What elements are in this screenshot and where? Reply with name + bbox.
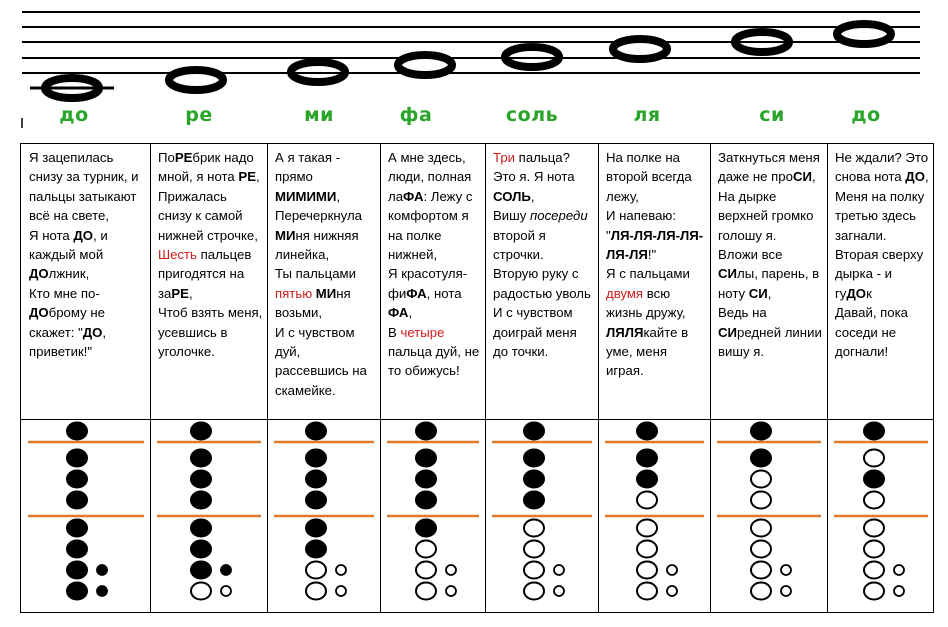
hole-open (864, 492, 884, 509)
poem-text: Меня на полку третью здесь загнали. (835, 188, 928, 243)
poem-text: Чтоб взять меня, усевшись в уголочке. (158, 305, 267, 360)
poem-text: , (530, 188, 535, 204)
small-hole-open (781, 565, 791, 575)
small-hole-open (667, 565, 677, 575)
hole-closed (67, 423, 87, 440)
poem-text: ДО (82, 324, 103, 340)
poem-text: Давай, пока соседи не догнали! (835, 305, 912, 360)
poem-text: Вторая сверху дырка - и гу (835, 247, 927, 301)
poem-text: , нота (426, 285, 466, 301)
poem-line (606, 264, 706, 322)
poem-line (388, 148, 481, 264)
poem-text: Шесть (158, 247, 197, 263)
poem-text: И напеваю: " (606, 208, 680, 243)
note-name-mi: ми (304, 104, 334, 126)
poem-text: По (158, 150, 175, 165)
note-name-re: ре (185, 104, 213, 126)
poem-text: Не ждали? Это снова нота (835, 150, 932, 185)
poem-line (388, 323, 481, 381)
poem-text: Вишу (493, 208, 530, 224)
hole-open (524, 541, 544, 558)
fingering-diagram-3 (381, 420, 485, 614)
poem-line (29, 284, 146, 362)
poem-text: , (811, 169, 816, 185)
poem-line (158, 245, 263, 303)
poem-text: РЕ (238, 169, 256, 185)
note-name-la: ля (633, 104, 661, 126)
fingering-table (20, 143, 934, 613)
poem-text: РЕ (171, 285, 189, 301)
hole-closed (524, 423, 544, 440)
poem-line (388, 264, 481, 322)
hole-open (637, 583, 657, 600)
poem-text: : Лежу с комфортом я на полке нижней, (388, 188, 477, 263)
poem-line (29, 148, 146, 226)
poem-line (835, 187, 930, 245)
small-hole-open (781, 586, 791, 596)
poem-text: пальца? Это я. Я нота (493, 150, 579, 185)
hole-open (751, 562, 771, 579)
poem-text: А я такая - прямо (275, 150, 344, 185)
poem-line (606, 206, 706, 264)
poem-line (275, 323, 376, 401)
poem-text: СИ (792, 169, 812, 185)
poem-text: СИ (748, 285, 768, 301)
poem-text: Перечеркнула (275, 208, 366, 224)
hole-open (416, 541, 436, 558)
staff-note-7 (837, 24, 891, 44)
poem-text: лжник, (48, 266, 90, 282)
small-hole-open (667, 586, 677, 596)
hole-open (864, 562, 884, 579)
hole-closed (416, 520, 436, 537)
poem-text: двумя (606, 285, 644, 301)
poem-text: Я зацепилась снизу за турник, и пальцы затыкают всё на свете, (29, 150, 143, 224)
small-hole-closed (97, 586, 107, 596)
poem-cell-0 (22, 144, 150, 419)
poem-text: ЛЯЛЯ (606, 324, 644, 340)
staff-note-1 (169, 70, 223, 90)
poem-text: посереди (530, 208, 588, 224)
poem-line (275, 206, 376, 264)
hole-closed (637, 450, 657, 467)
hole-open (524, 520, 544, 537)
poem-text: Прижалась снизу к самой нижней строчке, (158, 188, 258, 243)
poem-text: ФА (403, 188, 424, 204)
poem-line (158, 303, 267, 361)
poem-text: СИ (718, 324, 738, 340)
hole-closed (191, 423, 211, 440)
hole-open (864, 520, 884, 537)
poem-cell-2 (268, 144, 380, 419)
poem-text: ДО (29, 266, 49, 282)
staff-note-0 (30, 78, 114, 98)
hole-open (637, 520, 657, 537)
note-name-sol: соль (505, 104, 559, 126)
poem-text: брик надо мной, я нота (158, 150, 258, 185)
poem-text: МИ (275, 227, 296, 243)
small-hole-open (446, 565, 456, 575)
poem-text: ДО (905, 169, 925, 185)
poem-text: четыре (400, 324, 445, 340)
hole-closed (864, 471, 884, 488)
poem-line (718, 148, 823, 187)
fingering-diagram-2 (268, 420, 380, 614)
staff-note-3 (398, 55, 452, 75)
poem-text: ФА (406, 285, 427, 301)
poem-text: , (188, 285, 193, 301)
poem-text: к (866, 285, 872, 301)
poem-line (835, 303, 930, 361)
poem-cell-3 (381, 144, 485, 419)
hole-open (864, 450, 884, 467)
poem-text: В (388, 324, 401, 340)
staff-notes (30, 24, 891, 98)
fingering-diagram-5 (599, 420, 710, 614)
hole-closed (416, 423, 436, 440)
hole-closed (306, 471, 326, 488)
hole-closed (416, 450, 436, 467)
poem-text: , (256, 169, 260, 185)
poem-text: Заткнуться меня даже не про (718, 150, 824, 185)
hole-open (524, 583, 544, 600)
poem-text: Кто мне по- (29, 285, 100, 301)
poem-cell-5 (599, 144, 710, 419)
small-hole-closed (221, 565, 231, 575)
poem-line (275, 148, 376, 206)
poem-text: пятью (275, 285, 313, 301)
hole-open (751, 471, 771, 488)
poem-line (158, 187, 263, 245)
poem-text: ДО (73, 227, 94, 243)
hole-open (637, 492, 657, 509)
hole-open (416, 583, 436, 600)
poem-line (493, 264, 594, 303)
hole-closed (67, 492, 87, 509)
poem-text: Ты пальцами (275, 266, 360, 282)
small-hole-open (336, 565, 346, 575)
hole-closed (637, 471, 657, 488)
poem-text: кайте в уме, меня играя. (606, 324, 692, 379)
poem-text: !" (647, 247, 657, 263)
poem-cell-4 (486, 144, 598, 419)
hole-closed (416, 471, 436, 488)
poem-text: ЛЯ-ЛЯ-ЛЯ-ЛЯ-ЛЯ-ЛЯ (606, 227, 704, 263)
poem-line (606, 148, 706, 206)
poem-text: И с чувством доиграй меня до точки. (493, 305, 581, 360)
poem-text: РЕ (174, 150, 193, 165)
poem-cell-7 (828, 144, 934, 419)
poem-text: МИ (315, 285, 337, 301)
poem-text: ня возьми, (275, 285, 355, 321)
poem-text: Я нота (29, 227, 74, 243)
hole-closed (191, 520, 211, 537)
poem-line (29, 226, 146, 284)
hole-closed (67, 450, 87, 467)
note-name-do: до (59, 104, 89, 126)
hole-closed (67, 520, 87, 537)
poem-text: второй я строчки. (493, 208, 592, 263)
poem-text: , (767, 285, 772, 301)
small-hole-closed (97, 565, 107, 575)
poem-text: редней линии вишу я. (718, 324, 826, 360)
hole-open (306, 562, 326, 579)
poem-text: ДО (29, 305, 49, 321)
poem-line (606, 323, 706, 381)
poem-cell-6 (711, 144, 827, 419)
poem-text: Три (493, 150, 516, 165)
hole-closed (306, 450, 326, 467)
poem-text: И с чувством дуй, рассевшись на скамейке. (275, 324, 371, 398)
hole-closed (751, 423, 771, 440)
poem-text: , и каждый мой (29, 227, 112, 263)
poem-text: Я красотуля-фи (388, 266, 468, 301)
poem-text: лы, парень, в ноту (718, 266, 823, 301)
hole-closed (306, 541, 326, 558)
poem-line (493, 148, 594, 206)
fingering-diagram-6 (711, 420, 827, 614)
poem-line (718, 245, 823, 303)
poem-text: , (408, 305, 413, 321)
hole-closed (67, 541, 87, 558)
poem-text: брому не скажет: " (29, 305, 109, 340)
hole-open (864, 541, 884, 558)
hole-open (751, 520, 771, 537)
poem-line (718, 303, 826, 361)
poem-text: , приветик!" (29, 324, 110, 360)
hole-open (191, 583, 211, 600)
hole-closed (637, 423, 657, 440)
note-name-si: си (759, 104, 785, 126)
hole-closed (524, 450, 544, 467)
hole-open (524, 562, 544, 579)
hole-closed (67, 471, 87, 488)
poem-text: СИ (718, 266, 738, 282)
poem-text: , (336, 188, 341, 204)
poem-text: , (924, 169, 929, 185)
hole-closed (306, 423, 326, 440)
poem-text: ФА (388, 305, 409, 321)
hole-closed (67, 562, 87, 579)
poem-line (835, 245, 930, 303)
poem-line (718, 187, 823, 245)
poem-text: пальцев пригодятся на за (158, 247, 256, 301)
small-hole-open (894, 565, 904, 575)
note-name-fa: фа (399, 104, 433, 126)
poem-text: всю жизнь дружу, (606, 285, 686, 321)
small-hole-open (554, 586, 564, 596)
fingering-diagram-7 (828, 420, 934, 614)
poem-cell-1 (151, 144, 267, 419)
staff-note-5 (613, 39, 667, 59)
small-hole-open (336, 586, 346, 596)
small-hole-open (894, 586, 904, 596)
hole-closed (306, 492, 326, 509)
hole-open (751, 492, 771, 509)
poem-text: Я с пальцами (606, 266, 694, 282)
small-hole-open (554, 565, 564, 575)
hole-closed (751, 450, 771, 467)
hole-closed (191, 450, 211, 467)
hole-open (751, 583, 771, 600)
hole-open (637, 541, 657, 558)
note-name-do-high: до (851, 104, 881, 126)
hole-closed (524, 471, 544, 488)
small-hole-open (446, 586, 456, 596)
poem-text: СОЛЬ (493, 188, 531, 204)
small-hole-open (221, 586, 231, 596)
poem-text: На полке на второй всегда лежу, (606, 150, 696, 204)
hole-closed (191, 471, 211, 488)
hole-closed (67, 583, 87, 600)
hole-closed (191, 541, 211, 558)
poem-text: Ведь на (718, 305, 771, 321)
poem-line (835, 148, 930, 187)
poem-text: Вложи все (718, 247, 787, 263)
hole-open (864, 583, 884, 600)
hole-closed (524, 492, 544, 509)
poem-line (158, 148, 263, 187)
hole-closed (191, 492, 211, 509)
fingering-diagram-4 (486, 420, 598, 614)
hole-open (637, 562, 657, 579)
hole-closed (416, 492, 436, 509)
poem-line (493, 303, 594, 361)
poem-text: пальца дуй, не то обижусь! (388, 324, 483, 379)
poem-text: ня нижняя линейка, (275, 227, 363, 263)
hole-open (416, 562, 436, 579)
hole-closed (306, 520, 326, 537)
poem-line (275, 264, 376, 322)
poem-text: МИМИМИ (275, 188, 337, 204)
poem-text: ДО (846, 285, 867, 301)
poem-text: Вторую руку с радостью уволь (493, 266, 591, 301)
fingering-diagram-0 (22, 420, 150, 614)
fingering-diagram-1 (151, 420, 267, 614)
poem-text: А мне здесь, люди, полная ла (388, 150, 475, 204)
poem-line (493, 206, 594, 264)
poem-text: На дырке верхней громко голошу я. (718, 188, 818, 243)
hole-open (751, 541, 771, 558)
hole-closed (864, 423, 884, 440)
hole-closed (191, 562, 211, 579)
hole-open (306, 583, 326, 600)
